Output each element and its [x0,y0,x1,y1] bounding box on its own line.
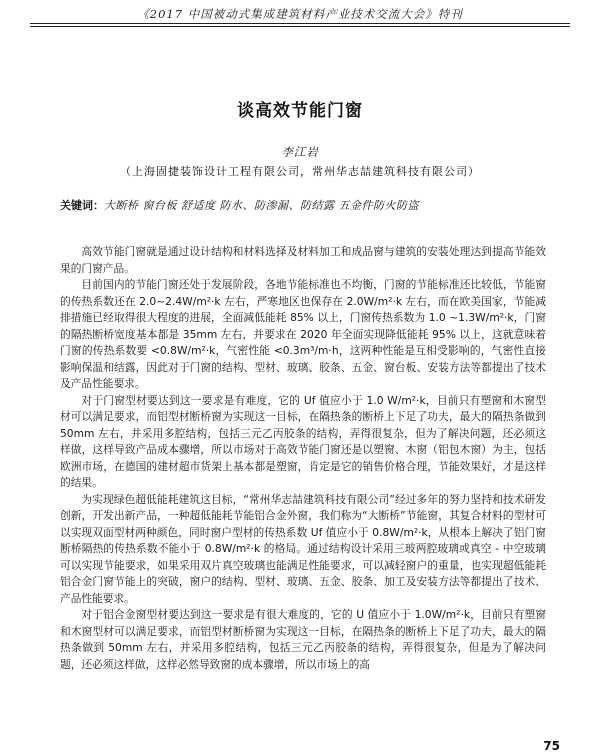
keywords-label: 关键词： [60,199,104,212]
paragraph-2: 目前国内的节能门窗还处于发展阶段，各地节能标准也不均衡，门窗的节能标准还比较低，节能窗的传热系数还在 2.0~2.4W/m²·k 左右，严寒地区也保存在 2.0W/m²·k 左右，而在欧美国家，节能减排措施已经取得很大程度的进展，全面减低能耗 85% 以上，门窗传热系数为 1.0 ~1.3W/m²·k，门窗的隔热断桥宽度基本都是 35mm 左右，并要求在 2020 年全面实现降低能耗 95% 以上，这就意味着门窗的传热系数要 <0.8W/m²·k，气密性能 <0.3m³/m·h，这两种性能是互相受影响的，气密性直接影响保温和结露，因此对于门窗的结构、型材、玻璃、胶条、五金、窗台板、安装方法等都提出了技术及产品性能要求。 [60,278,546,390]
keywords [60,197,560,213]
paragraph-3: 对于门窗型材要达到这一要求是有难度，它的 Uf 值应小于 1.0 W/m²·k，目前只有塑窗和木窗型材可以满足要求，而铝型材断桥窗为实现这一目标，在隔热条的断桥上下足了功夫，最大的隔热条做到 50mm 左右，并采用多腔结构，包括三元乙丙胶条的结构，弄得很复杂，但为了解决问题，还必须这样做，这样导致产品成本骤增，所以市场对于高效节能门窗还是以塑窗、木窗（铝包木窗）为主，包括欧洲市场，在德国的建材超市货架上基本都是塑窗，肯定是它的销售价格合理，节能效果好，才是这样的结果。 [60,393,546,489]
paragraph-1: 高效节能门窗就是通过设计结构和材料选择及材料加工和成品窗与建筑的安装处理达到提高节能效果的门窗产品。 [60,245,546,275]
paragraph-5: 对于铝合金窗型材要达到这一要求是有很大难度的，它的 U 值应小于 1.0W/m²·k，目前只有塑窗和木窗型材可以满足要求，而铝型材断桥窗为实现这一目标，在隔热条的断桥上下足了功夫，最大的隔热条做到 50mm 左右，并采用多腔结构，包括三元乙丙胶条的结构，弄得很复杂，但是为了解决问题，还必须这样做，这样必然导致窗的成本骤增，所以市场上的高 [60,608,546,671]
header-rule-top [30,23,570,24]
keywords-text: 大断桥 窗台板 舒适度 防水、防渗漏、防结露 五金件防火防盗 [104,199,419,212]
article-body [60,244,546,673]
paragraph-4: 为实现绿色超低能耗建筑这目标，“常州华志喆建筑科技有限公司”经过多年的努力坚持和技术研发创新，开发出新产品，一种超低能耗节能铝合金外窗，我们称为“大断桥”节能窗，其复合材料的型材可以实现双面型材两种颜色，同时窗户型材的传热系数 Uf 值应小于 0.8W/m²·k，从根本上解决了铝门窗断桥隔热的传热系数不能小于 0.8W/m²·k 的格局。通过结构设计采用三玻两腔玻璃或真空 - 中空玻璃可以实现节能要求，如果采用双片真空玻璃也能满足性能要求，可以减轻窗户的重量，也实现超低能耗铝合金门窗节能上的突破，窗户的结构、型材、玻璃、五金、胶条、加工及安装方法等都提出了技术、产品性能要求。 [60,492,546,605]
running-header: 《2017 中国被动式集成建筑材料产业技术交流大会》特刊 [137,7,463,21]
author-affiliation: （上海固捷装饰设计工程有限公司，常州华志喆建筑科技有限公司） [120,165,480,178]
page-number: 75 [543,739,560,753]
author-name: 李江岩 [281,145,319,159]
article-title: 谈高效节能门窗 [237,101,363,121]
header-rule-bottom [30,26,570,27]
